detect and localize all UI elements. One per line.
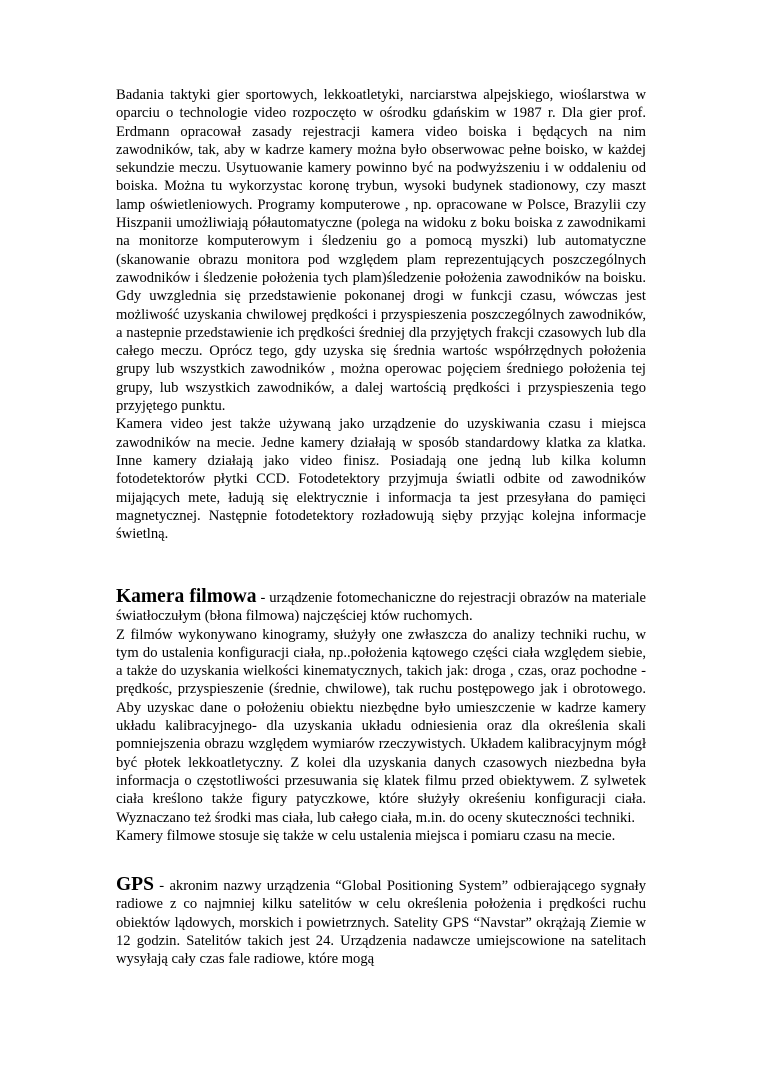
- kamera-filmowa-paragraph-1: Z filmów wykonywano kinogramy, służyły one zwłaszcza do analizy techniki ruchu, w tym do ustalenia konfiguracji ciała, np..położenia kątowego części ciała względem siebie, a także do uzyskania wielkości kinematycznych, takich jak: droga , czas, oraz pochodne - prędkośc, przyspieszenie (średnie, chwilowe), tak ruchu postępowego jak i obrotowego. Aby uzyskac dane o położeniu obiektu niezbędne było umieszczenie w kadrze kamery układu kalibracyjnego- dla uzyskania układu odniesienia oraz dla określenia skali pomniejszenia obrazu względem wymiarów rzeczywistych. Układem kalibracyjnym mógł być płotek lekkoatletyczny. Z kolei dla uzyskania danych czasowych niezbedna była informacja o częstotliwości przesuwania się klatek filmu przed obiektywem. Z sylwetek ciała kreślono także figury patyczkowe, które służyły okreśeniu konfiguracji ciała. Wyznaczano też środki mas ciała, lub całego ciała, m.in. do oceny skuteczności techniki.: [116, 626, 646, 826]
- gps-heading: GPS: [116, 874, 154, 895]
- gps-lead: - akronim nazwy urządzenia “Global Positioning System” odbierającego sygnały radiowe z co najmniej kilku satelitów w celu określenia położenia i prędkości ruchu obiektów lądowych, morskich i powietrznych. Satelity GPS “Navstar” okrążają Ziemie w 12 godzin. Satelitów takich jest 24. Urządzenia nadawcze umiejscowione na satelitach wysyłają cały czas fale radiowe, które mogą: [116, 878, 646, 968]
- kamera-filmowa-paragraph-2: Kamery filmowe stosuje się także w celu ustalenia miejsca i pomiaru czasu na mecie.: [116, 827, 616, 844]
- kamera-filmowa-section: [116, 588, 646, 845]
- gps-lead-paragraph: [116, 876, 646, 968]
- intro-paragraph-1: Badania taktyki gier sportowych, lekkoatletyki, narciarstwa alpejskiego, wioślarstwa w oparciu o technologie video rozpoczęto w ośrodku gdańskim w 1987 r. Dla gier prof. Erdmann opracował zasady rejestracji kamera video boiska i będących na nim zawodników, tak, aby w kadrze kamery można było obserwowac pełne boisko, w każdej sekundzie meczu. Usytuowanie kamery powinno być na podwyższeniu i w oddaleniu od boiska. Można tu wykorzystac koronę trybun, wysoki budynek stadionowy, czy maszt lamp oświetleniowych. Programy komputerowe , np. opracowane w Polsce, Brazylii czy Hiszpanii umożliwiają półautomatyczne (polega na widoku z boku boiska z zawodnikami na monitorze komputerowym i śledzeniu go a pomocą myszki) lub automatyczne (skanowanie obrazu monitora pod względem plam reprezentujących poszczególnych zawodników i śledzenie położenia tych plam)śledzenie położenia zawodników na boisku. Gdy uwzglednia się przedstawienie pokonanej drogi w funkcji czasu, wówczas jest możliwość uzyskania chwilowej prędkości i przyspieszenia poszczególnych zawodników, a nastepnie przedstawienie ich prędkości średniej dla przyjętych frakcji czasowych lub dla całego meczu. Oprócz tego, gdy uzyska się średnia wartośc współrzędnych położenia grupy lub wszystkich zawodników , można operowac pojęciem średniego położenia tej grupy, lub wszystkich zawodników, a dalej wartością prędkości i przyspieszenia tego przyjętego punktu.: [116, 87, 646, 415]
- intro-paragraph-2: Kamera video jest także używaną jako urządzenie do uzyskiwania czasu i miejsca zawodników na mecie. Jedne kamery działają w sposób standardowy klatka za klatka. Inne kamery działają jako video finisz. Posiadają one jedną lub kilka kolumn fotodetektorów płytki CCD. Fotodetektory przyjmuja światli odbite od zawodników mijających mete, ładują się elektrycznie i informacja ta jest przesyłana do pamięci magnetycznej. Następnie fotodetektory rozładowują sięby przyjąc kolejna informacje świetlną.: [116, 416, 646, 543]
- gps-section: [116, 876, 646, 968]
- kamera-filmowa-heading: Kamera filmowa: [116, 586, 257, 607]
- kamera-filmowa-lead: - urządzenie fotomechaniczne do rejestracji obrazów na materiale światłoczułym (błona filmowa) najczęściej któw ruchomych.: [116, 590, 646, 625]
- intro-section: [116, 86, 646, 543]
- kamera-filmowa-lead-paragraph: [116, 588, 646, 626]
